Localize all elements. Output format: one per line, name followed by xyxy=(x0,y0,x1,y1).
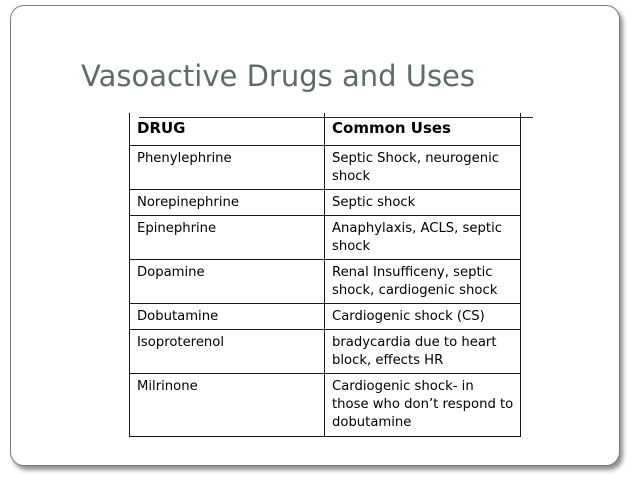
drug-name-cell: Dopamine xyxy=(130,260,325,304)
drug-name-cell: Dobutamine xyxy=(130,304,325,330)
table-row xyxy=(130,190,521,216)
table-row xyxy=(130,260,521,304)
table-row xyxy=(130,216,521,260)
common-uses-cell: Cardiogenic shock (CS) xyxy=(325,304,521,330)
header-common-uses: Common Uses xyxy=(325,113,521,146)
table-row xyxy=(130,374,521,437)
header-drug: DRUG xyxy=(130,113,325,146)
drug-uses-table xyxy=(129,113,521,437)
common-uses-cell: Septic Shock, neurogenic shock xyxy=(325,146,521,190)
table-row xyxy=(130,304,521,330)
drug-name-cell: Isoproterenol xyxy=(130,330,325,374)
drug-name-cell: Norepinephrine xyxy=(130,190,325,216)
common-uses-cell: Cardiogenic shock- in those who don’t respond to dobutamine xyxy=(325,374,521,437)
common-uses-cell: Anaphylaxis, ACLS, septic shock xyxy=(325,216,521,260)
table-row xyxy=(130,330,521,374)
drug-name-cell: Milrinone xyxy=(130,374,325,437)
drug-name-cell: Epinephrine xyxy=(130,216,325,260)
common-uses-cell: Renal Insufficeny, septic shock, cardiogenic shock xyxy=(325,260,521,304)
common-uses-cell: bradycardia due to heart block, effects HR xyxy=(325,330,521,374)
table-header-row xyxy=(130,113,521,146)
table-row xyxy=(130,146,521,190)
drug-name-cell: Phenylephrine xyxy=(130,146,325,190)
common-uses-cell: Septic shock xyxy=(325,190,521,216)
slide-title: Vasoactive Drugs and Uses xyxy=(81,59,476,93)
